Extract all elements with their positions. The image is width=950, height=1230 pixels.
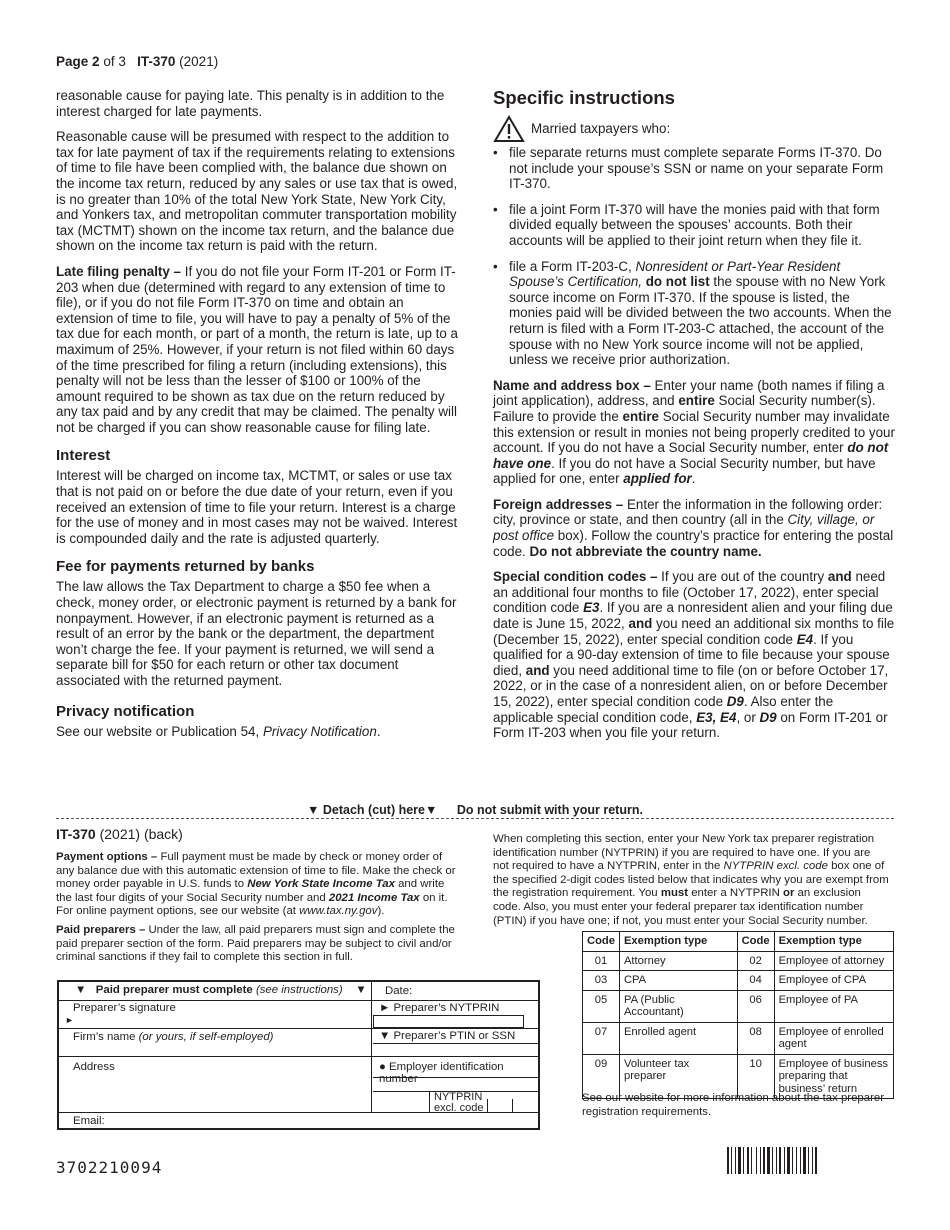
scan-line-number: 3702210094 (56, 1158, 163, 1177)
nytprin-field[interactable] (373, 1015, 524, 1028)
nytprin-text: enter a NYTPRIN (688, 887, 783, 900)
interest-paragraph: Interest will be charged on income tax, MCTMT, or sales or use tax that is not paid on or before the due date of your return, even if you received an extension of time to file your return. Interest is a charge for the use of money and in most cases may not be waived. Interest is compounded daily and the rate is adjusted quarterly. (56, 468, 458, 546)
barcode-bar (760, 1147, 761, 1174)
privacy-text: See our website or Publication 54, (56, 723, 263, 739)
address-row (59, 1057, 538, 1113)
bullet-it203c-text: file a Form IT-203-C, (509, 258, 636, 274)
page-header (56, 54, 218, 69)
table-header-cell: Exemption type (619, 932, 737, 952)
exemption-type-cell: Employee of PA (774, 990, 893, 1022)
name-address-text: . If you do not have a Social Security number, but have applied for one, enter (493, 455, 876, 487)
special-codes-label: Special condition codes – (493, 569, 658, 585)
tax-website-link[interactable]: www.tax.ny.gov (299, 905, 378, 918)
name-address-paragraph (493, 378, 895, 487)
payment-options-label: Payment options – (56, 851, 158, 863)
barcode-bar (796, 1147, 797, 1174)
excl-code-label-2: excl. code (434, 1102, 484, 1114)
date-label: Date: (385, 985, 413, 997)
specific-instructions-heading: Specific instructions (493, 87, 675, 108)
barcode-bar (735, 1147, 736, 1174)
ein-label: ● Employer identification number (379, 1061, 504, 1085)
foreign-address-label: Foreign addresses – (493, 496, 624, 512)
do-not-list: do not list (641, 274, 710, 290)
barcode-bar (751, 1147, 752, 1174)
back-title (56, 826, 183, 842)
nytprin-box-name: NYTPRIN excl. code (723, 860, 828, 873)
paid-preparers-text: Under the law, all paid preparers must sign and complete the paid preparer section of the form. Paid preparers may be subject to civil and/or criminal sanctions if they fail to complete this section in full. (56, 924, 455, 964)
no-abbreviate: Do not abbreviate the country name. (529, 543, 762, 559)
exemption-code-cell: 01 (583, 951, 620, 971)
name-address-text: Social Security number(s). Failure to provide the (493, 393, 876, 424)
cut-line (56, 818, 894, 819)
name-address-text: Enter your name (both names if filing a joint application), address, and (493, 377, 885, 409)
bullet-joint-text: file a joint Form IT-370 will have the monies paid with that form divided equally between the spouses’ accounts. Both their accounts will be applied to their joint return when they file it. (509, 201, 880, 248)
table-header-cell: Code (737, 932, 774, 952)
form-number: IT-370 (137, 54, 176, 69)
detach-here: ▼ Detach (cut) here▼ (307, 803, 438, 817)
table-row (583, 990, 894, 1022)
preparer-header (59, 982, 372, 1000)
name-address-label: Name and address box – (493, 377, 651, 393)
nytprin-text: When completing this section, enter your New York tax preparer registration identification number (NYTPRIN) if you are required to have one. If you are not required to have a NYTPRIN, enter in the (493, 833, 875, 873)
barcode-bar (800, 1147, 801, 1174)
do-not-submit: Do not submit with your return. (456, 803, 643, 817)
ptin-field[interactable] (373, 1043, 540, 1056)
code-d9: D9 (759, 709, 777, 725)
reasonable-cause-paragraph: Reasonable cause will be presumed with respect to the addition to tax for late payment of tax if the requirements relating to extensions of time to file have been complied with, the balance due shown on the income tax return, reduced by any sales or use tax that is owed, is no greater than 10% of the total New York State, New York City, and Yonkers tax, and metropolitan commuter transportation mobility tax (MCTMT) shown on the income tax return, and the balance due shown on the income tax return is paid with the return. (56, 129, 458, 254)
email-field[interactable] (59, 1113, 538, 1128)
nytprin-excl-code-box (429, 1092, 540, 1112)
exemption-table (582, 931, 894, 1099)
special-codes-text: . Also enter the applicable special condition code, (493, 694, 834, 725)
left-column (56, 88, 458, 749)
excl-code-field[interactable] (487, 1099, 513, 1112)
special-codes-text: on Form IT-201 or Form IT-203 when you file your return. (493, 709, 888, 741)
firm-name-label: Firm’s name (73, 1031, 139, 1043)
applied-for: applied for (623, 471, 692, 487)
ein-field[interactable] (373, 1077, 540, 1092)
barcode-bar (767, 1147, 770, 1174)
arrow-down-icon: ▼ (75, 984, 87, 996)
must-emphasis: must (660, 887, 689, 900)
ptin-label: ▼ Preparer’s PTIN or SSN (379, 1030, 516, 1042)
barcode-bar (787, 1147, 790, 1174)
payment-text: Full payment must be made by check or money order of any balance due with this automatic extension of time to file. Make the check or money order payable in U.S. funds to (56, 851, 456, 891)
foreign-address-paragraph (493, 497, 895, 559)
firm-name-note: (or yours, if self-employed) (138, 1031, 274, 1043)
paid-preparers-label: Paid preparers – (56, 924, 146, 936)
barcode-bar (779, 1147, 781, 1174)
barcode-bar (784, 1147, 785, 1174)
payee-name: New York State Income Tax (247, 878, 395, 891)
barcode-bar (808, 1147, 809, 1174)
married-taxpayers-text: Married taxpayers who: (531, 121, 671, 137)
or-emphasis: or (782, 887, 795, 900)
exemption-code-cell: 06 (737, 990, 774, 1022)
city-box-name: City, village, or post office (493, 512, 875, 544)
special-codes-text: . If you are a nonresident alien and your filing due date is June 15, 2022, (493, 600, 893, 632)
nytprin-instructions (493, 833, 889, 928)
special-codes-text: you need an additional six months to file (December 15, 2022), enter special condition code (493, 616, 895, 647)
late-filing-text: If you do not file your Form IT-201 or Form IT-203 when due (determined with regard to any extension of time to file), or if you do not file Form IT-370 on time and obtain an extension of time to file, you will have to pay a penalty of 5% of the tax due for each month, or part of a month, the return is late, up to a maximum of 25%. However, if your return is not filed within 60 days of the time prescribed for filing a return (including extensions), this penalty will not be less than the lesser of $100 or 100% of the amount required to be shown as tax due on the return reduced by any tax paid and by any credit that may be claimed. The penalty will not be charged if you can show reasonable cause for filing late. (56, 263, 458, 435)
signature-row (59, 1001, 538, 1029)
bullet-separate (493, 145, 895, 192)
code-e4: E4 (796, 631, 814, 647)
and-emphasis: and (525, 662, 550, 678)
exemption-code-cell: 02 (737, 951, 774, 971)
exemption-code-cell: 08 (737, 1022, 774, 1054)
barcode-bar (803, 1147, 806, 1174)
address-field[interactable] (59, 1057, 372, 1112)
foreign-address-text: box). Follow the country’s practice for entering the postal code. (493, 528, 894, 559)
payment-text: and write the last four digits of your Social Security number and (56, 878, 445, 904)
name-address-text: Social Security number may invalidate this extension or result in monies not being properly credited to your account. If you do not have a Social Security number, enter (493, 408, 895, 456)
exemption-type-cell: CPA (619, 971, 737, 991)
exemption-code-cell: 10 (737, 1054, 774, 1099)
exemption-code-cell: 05 (583, 990, 620, 1022)
bullet-joint (493, 202, 895, 249)
table-header-cell: Exemption type (774, 932, 893, 952)
barcode-bar (772, 1147, 773, 1174)
firm-name-field[interactable] (59, 1029, 372, 1056)
back-form-number: IT-370 (56, 826, 96, 842)
barcode-bar (747, 1147, 749, 1174)
exemption-type-cell: Volunteer tax preparer (619, 1054, 737, 1099)
exemption-code-cell: 04 (737, 971, 774, 991)
income-tax-year: 2021 Income Tax (328, 891, 420, 904)
fee-heading: Fee for payments returned by banks (56, 558, 315, 576)
paid-preparers (56, 924, 460, 965)
exemption-type-cell: PA (Public Accountant) (619, 990, 737, 1022)
excl-code-label-1: NYTPRIN (434, 1091, 483, 1103)
bullet-it203c-rest: the spouse with no New York source income on Form IT-370. If the spouse is listed, the monies paid will be divided between the two accounts. When the return is filed with a Form IT-203-C attached, the account of the spouse with no New York source income will not be applied, unless we receive prior authorization. (509, 274, 892, 368)
barcode-bar (738, 1147, 741, 1174)
special-codes-text: . If you qualified for a 90-day extension of time to file because your spouse died, (493, 631, 890, 678)
entire-emphasis: entire (622, 408, 659, 424)
late-filing-label: Late filing penalty – (56, 263, 182, 279)
payment-text: on it. For online payment options, see our website (at (56, 891, 448, 918)
registration-note: See our website for more information about the tax preparer registration requirements. (582, 1092, 885, 1118)
page-of: of 3 (103, 54, 126, 69)
nytprin-text: an exclusion code. Also, you must enter your federal preparer tax identification number (PTIN) if you have one; if not, you must enter your Social Security number. (493, 887, 868, 927)
paid-preparer-box (57, 980, 540, 1130)
email-label: Email: (73, 1115, 105, 1127)
privacy-paragraph (56, 724, 458, 740)
table-header-cell: Code (583, 932, 620, 952)
bullet-it203c (493, 259, 895, 368)
special-codes-paragraph (493, 569, 895, 741)
penalty-continued: reasonable cause for paying late. This penalty is in addition to the interest charged for late payments. (56, 88, 445, 119)
payment-options (56, 851, 460, 919)
bullet-separate-text: file separate returns must complete separate Forms IT-370. Do not include your spouse’s SSN or name on your separate Form IT-370. (509, 145, 884, 192)
barcode-bar (776, 1147, 777, 1174)
arrow-down-icon: ▼ (355, 984, 367, 996)
barcode-image (727, 1147, 881, 1174)
exemption-type-cell: Enrolled agent (619, 1022, 737, 1054)
barcode-bar (743, 1147, 744, 1174)
late-filing-paragraph (56, 264, 458, 436)
page-number: 2 (92, 54, 100, 69)
exemption-type-cell: Employee of CPA (774, 971, 893, 991)
privacy-heading: Privacy notification (56, 702, 195, 720)
exemption-code-cell: 03 (583, 971, 620, 991)
signature-arrow-icon: ► (65, 1015, 74, 1025)
barcode-bar (763, 1147, 765, 1174)
table-row (583, 1022, 894, 1054)
barcode-bar (792, 1147, 793, 1174)
preparer-header-note: (see instructions) (252, 984, 343, 996)
interest-heading: Interest (56, 447, 111, 465)
barcode-bar (731, 1147, 732, 1174)
it203c-title: Nonresident or Part-Year Resident Spouse’s Certification, (509, 258, 841, 290)
privacy-period: . (376, 723, 381, 739)
married-taxpayers-line (493, 115, 895, 143)
preparer-header-bold: Paid preparer must complete (95, 984, 253, 996)
exemption-code-cell: 09 (583, 1054, 620, 1099)
nytprin-text: box one of the specified 2-digit codes listed below that indicates why you are exempt from the registration requirement. You (493, 860, 889, 900)
table-row (583, 951, 894, 971)
and-emphasis: and (628, 616, 653, 632)
exemption-type-cell: Employee of attorney (774, 951, 893, 971)
exemption-type-cell: Attorney (619, 951, 737, 971)
preparer-header-row (59, 982, 538, 1001)
special-codes-text: , or (736, 709, 760, 725)
barcode-bar (727, 1147, 729, 1174)
special-codes-text: you need additional time to file (on or before October 17, 2022, or in the case of a nonresident alien, on or before December 15, 2022), enter special condition code (493, 662, 889, 709)
privacy-publication: Privacy Notification (262, 723, 377, 739)
special-codes-text: If you are out of the country (657, 569, 828, 585)
address-label: Address (73, 1061, 115, 1073)
barcode-bar (756, 1147, 757, 1174)
do-not-have-one: do not have one (493, 440, 889, 471)
exemption-code-cell: 07 (583, 1022, 620, 1054)
entire-emphasis: entire (678, 393, 715, 409)
table-row (583, 971, 894, 991)
and-emphasis: and (827, 569, 852, 585)
foreign-address-text: Enter the information in the following order: city, province or state, and then country (all in the (493, 496, 883, 528)
code-d9: D9 (726, 694, 744, 709)
codes-e3-e4: E3, E4 (696, 709, 737, 725)
warning-icon (493, 115, 525, 143)
nytprin-label: ► Preparer’s NYTPRIN (379, 1002, 500, 1014)
exemption-type-cell: Employee of business preparing that business’ return (774, 1054, 893, 1099)
payment-text: ). (377, 905, 385, 918)
code-e3: E3 (583, 600, 600, 616)
barcode-bar (815, 1147, 817, 1174)
exemption-type-cell: Employee of enrolled agent (774, 1022, 893, 1054)
fee-paragraph: The law allows the Tax Department to charge a $50 fee when a check, money order, or electronic payment is returned by a bank for nonpayment. However, if an electronic payment is returned as a result of an error by the bank or the department, the department won’t charge the fee. If your payment is returned, we will send a separate bill for $50 for each return or other tax document associated with the returned payment. (56, 579, 457, 688)
firm-row (59, 1029, 538, 1057)
preparer-signature-label: Preparer’s signature (73, 1002, 176, 1014)
form-year: (2021) (179, 54, 219, 69)
special-codes-text: need an additional four months to file (October 17, 2022), enter special condition code (493, 569, 886, 616)
bullet-dot: • (493, 145, 498, 160)
bullet-dot: • (493, 258, 498, 274)
bullet-dot: • (493, 201, 498, 217)
back-title-rest: (2021) (back) (95, 826, 183, 842)
barcode-bar (812, 1147, 813, 1174)
page-label: Page (56, 54, 89, 69)
preparer-signature-field[interactable] (59, 1001, 372, 1028)
name-address-period: . (691, 471, 696, 487)
cut-instructions (0, 803, 950, 817)
right-column (493, 87, 895, 751)
